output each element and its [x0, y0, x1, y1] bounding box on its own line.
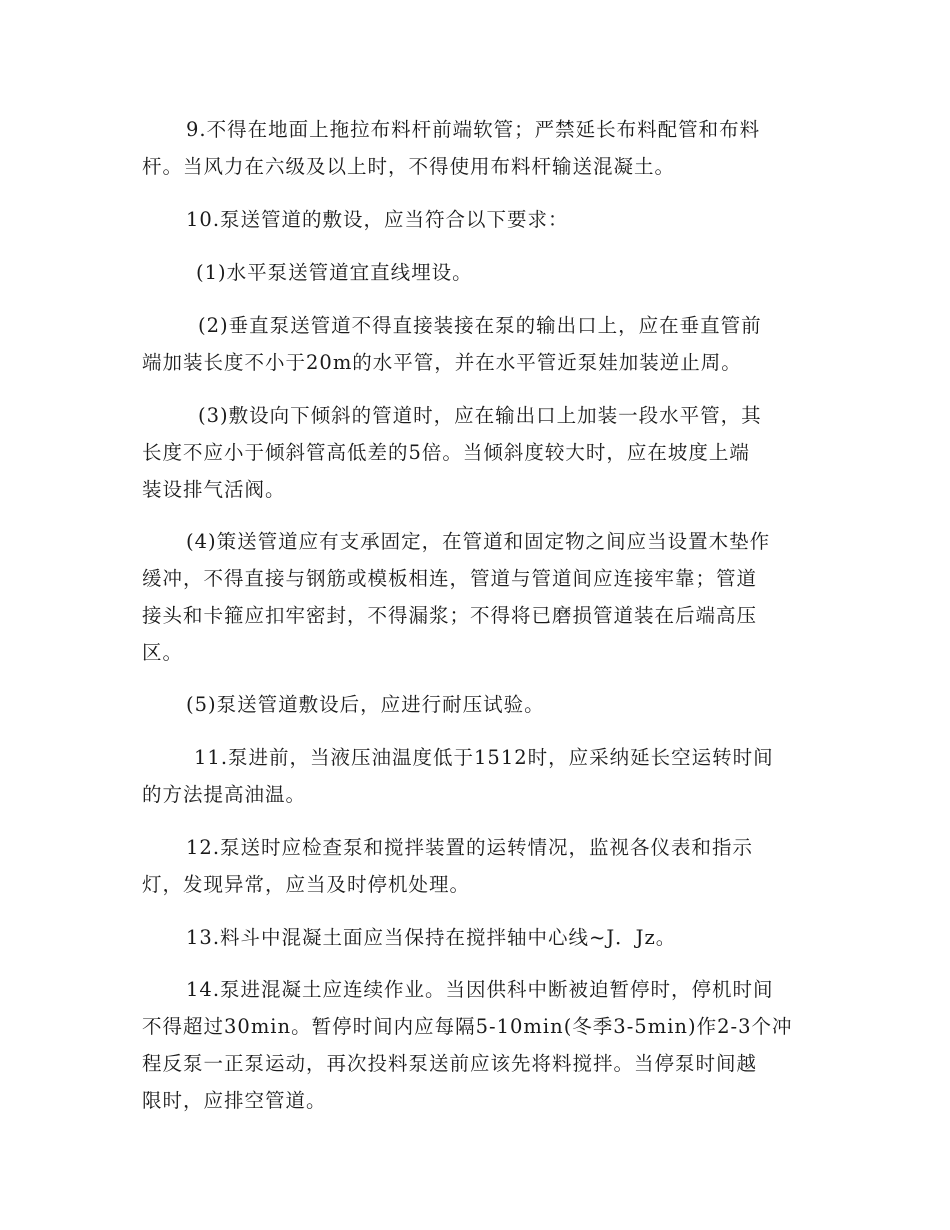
text-line: 长度不应小于倾斜管高低差的5倍。当倾斜度较大时，应在坡度上端	[142, 441, 750, 464]
paragraph-item-9	[142, 111, 810, 185]
text-line: (1)水平泵送管道宜直线埋设。	[196, 261, 473, 284]
text-line: 杆。当风力在六级及以上时，不得使用布料杆输送混凝土。	[142, 155, 676, 178]
text-line: 不得超过30min。暂停时间内应每隔5-10min(冬季3-5min)作2-3个冲	[142, 1015, 793, 1038]
text-line: 的方法提高油温。	[142, 783, 307, 806]
text-line: 限时，应排空管道。	[142, 1089, 327, 1112]
paragraph-subitem-5	[142, 686, 810, 723]
text-line: (3)敷设向下倾斜的管道时，应在输出口上加装一段水平管，其	[198, 404, 762, 427]
text-line: 程反泵一正泵运动，再次投料泵送前应该先将料搅拌。当停泵时间越	[142, 1052, 758, 1075]
text-line: (2)垂直泵送管道不得直接装接在泵的输出口上，应在垂直管前	[198, 314, 762, 337]
text-line: 灯，发现异常，应当及时停机处理。	[142, 873, 471, 896]
paragraph-subitem-3	[142, 397, 810, 508]
text-line: 缓冲，不得直接与钢筋或模板相连，管道与管道间应连接牢靠；管道	[142, 567, 758, 590]
text-line: 10.泵送管道的敷设，应当符合以下要求：	[186, 208, 569, 231]
paragraph-subitem-2	[142, 307, 810, 381]
text-line: 11.泵进前，当液压油温度低于1512时，应采纳延长空运转时间	[194, 746, 774, 769]
text-line: (5)泵送管道敷设后，应进行耐压试验。	[186, 693, 545, 716]
paragraph-item-13	[142, 919, 810, 956]
paragraph-item-14	[142, 971, 810, 1119]
paragraph-subitem-1	[142, 254, 810, 291]
text-line: 装设排气活阀。	[142, 478, 286, 501]
text-line: 13.料斗中混凝土面应当保持在搅拌轴中心线~J．Jz。	[186, 926, 677, 949]
paragraph-item-10	[142, 201, 810, 238]
text-line: 端加装长度不小于20m的水平管，并在水平管近泵娃加装逆止周。	[142, 351, 742, 374]
text-line: 12.泵送时应检查泵和搅拌装置的运转情况，监视各仪表和指示	[186, 836, 754, 859]
text-line: (4)策送管道应有支承固定，在管道和固定物之间应当设置木垫作	[186, 530, 771, 553]
paragraph-subitem-4	[142, 523, 810, 671]
paragraph-item-12	[142, 829, 810, 903]
text-line: 14.泵进混凝土应连续作业。当因供科中断被迫暂停时，停机时间	[186, 978, 774, 1001]
paragraph-item-11	[142, 739, 810, 813]
text-line: 9.不得在地面上拖拉布料杆前端软管；严禁延长布料配管和布料	[186, 118, 761, 141]
text-line: 区。	[142, 641, 184, 664]
text-line: 接头和卡箍应扣牢密封，不得漏浆；不得将已磨损管道装在后端高压	[142, 604, 758, 627]
